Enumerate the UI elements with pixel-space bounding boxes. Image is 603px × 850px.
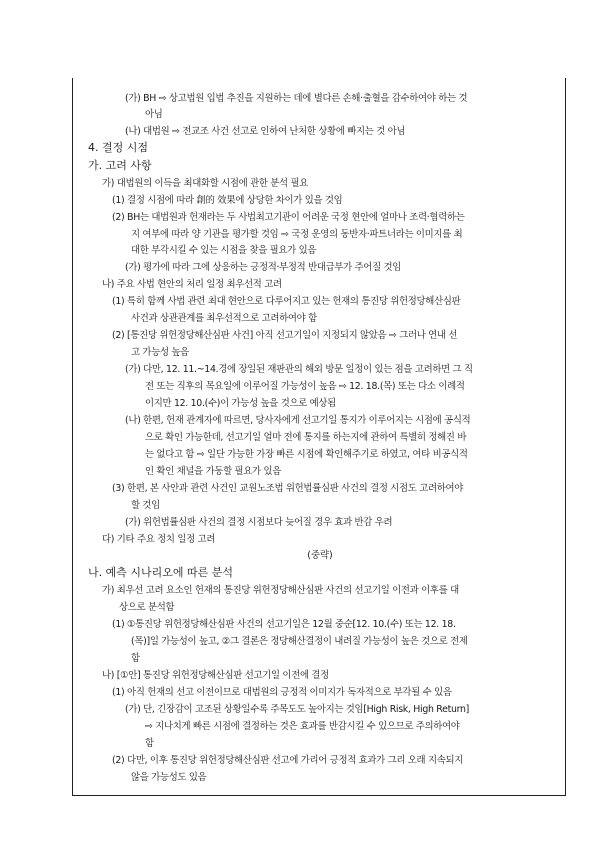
text-line: 아님	[145, 109, 163, 120]
text-line: ⇨ 지나치게 빠른 시점에 결정하는 것은 효과를 반감시킬 수 있으므로 주의하여야	[145, 721, 460, 732]
text-line: 지 여부에 따라 양 기관을 평가할 것임 ⇨ 국정 운영의 동반자·파트너라는 이미지를 최	[131, 229, 463, 240]
text-line: (가) 위헌법률심판 사건의 결정 시점보다 늦어질 경우 효과 반감 우려	[125, 517, 393, 528]
text-line: 전 또는 직후의 목요일에 이루어질 가능성이 높음 ⇨ 12. 18.(목) 또는 다소 이례적	[145, 381, 465, 392]
text-line: 나) 주요 사법 현안의 처리 일정 최우선적 고려	[102, 279, 282, 290]
text-line: 다) 기타 주요 정치 일정 고려	[102, 534, 216, 545]
text-line: (2) 다만, 이후 통진당 위헌정당해산심판 선고에 가리어 긍정적 효과가 그리 오래 지속되지	[112, 755, 464, 766]
text-line: (1) 아직 헌재의 선고 이전이므로 대법원의 긍정적 이미지가 독자적으로 부각될 수 있음	[112, 687, 452, 698]
subsection-heading: 나. 예측 시나리오에 따른 분석	[88, 566, 233, 579]
text-line: 나) [①안] 통진당 위헌정당해산심판 선고기일 이전에 결정	[102, 670, 329, 681]
text-line: 으로 확인 가능한데, 선고기일 얼마 전에 통지를 하는지에 관하여 특별히 정해진 바	[145, 432, 467, 443]
text-line: 할 것임	[131, 500, 160, 511]
subsection-heading: 가. 고려 사항	[88, 159, 152, 172]
text-line: (1) 특히 함께 사법 관련 최대 현안으로 다루어지고 있는 헌재의 통진당 위헌정당해산심판	[112, 296, 461, 307]
text-line: 않을 가능성도 있음	[131, 772, 207, 783]
text-line: 대한 부각시킬 수 있는 시점을 찾을 필요가 있음	[131, 245, 317, 256]
text-line: 가) 최우선 고려 요소인 헌재의 통진당 위헌정당해산심판 사건의 선고기일 이전과 이후를 대	[102, 585, 459, 596]
text-line: (가) BH ⇨ 상고법원 입법 추진을 지원하는 데에 별다른 손해·출혈을 감수하여야 하는 것	[125, 93, 468, 104]
text-line: 인 확인 채널을 가동할 필요가 있음	[145, 466, 281, 477]
text-line: (가) 다만, 12. 11.~14.경에 장일된 재판관의 해외 방문 일정이 있는 점을 고려하면 그 직	[125, 364, 473, 375]
text-line: 이지만 12. 10.(수)이 가능성 높을 것으로 예상됨	[145, 398, 336, 409]
text-line: 사건과 상관관계를 최우선적으로 고려하여야 함	[131, 313, 317, 324]
text-line: (1) ①통진당 위헌정당해산심판 사건의 선고기일은 12월 중순[12. 10.(수) 또는 12. 18.	[112, 619, 456, 630]
text-line: (나) 한편, 헌재 관계자에 따르면, 당사자에게 선고기일 통지가 이루어지는 시점에 공식적	[125, 415, 471, 426]
text-line: (1) 결정 시점에 따라 創的 效果에 상당한 차이가 있을 것임	[112, 195, 343, 206]
text-line: 함	[145, 738, 154, 749]
text-line: 고 가능성 높음	[131, 347, 189, 358]
text-line: (목)]일 가능성이 높고, ②그 결론은 정당해산결정이 내려질 가능성이 높은 것으로 전제	[131, 636, 468, 647]
text-line: 는 없다고 함 ⇨ 일단 가능한 가장 빠른 시점에 확인해주기로 하였고, 여타 비공식적	[145, 449, 468, 460]
section-heading: 4. 결정 시점	[88, 141, 148, 154]
text-line: (3) 한편, 본 사안과 관련 사건인 교원노조법 위헌법률심판 사건의 결정 시점도 고려하여야	[112, 483, 464, 494]
text-line: 함	[131, 653, 140, 664]
text-line: (가) 단, 긴장감이 고조된 상황일수록 주목도도 높아지는 것임[High Risk, High Return]	[125, 704, 469, 715]
text-line: 상으로 분석함	[119, 602, 175, 613]
text-line: (2) [통진당 위헌정당해산심판 사건] 아직 선고기일이 지정되지 않았음 ⇨ 그러나 연내 선	[112, 330, 458, 341]
text-line: 가) 대법원의 이득을 최대화할 시점에 관한 분석 필요	[102, 178, 309, 189]
text-line: (가) 평가에 따라 그에 상응하는 긍정적·부정적 반대급부가 주어질 것임	[125, 262, 402, 273]
text-line: (2) BH는 대법원과 헌재라는 두 사법최고기관이 어려운 국정 현안에 얼마나 조력·협력하는	[112, 212, 465, 223]
omission-marker: (중략)	[307, 550, 333, 561]
text-line: (나) 대법원 ⇨ 전교조 사건 선고로 인하여 난처한 상황에 빠지는 것 아님	[125, 126, 406, 137]
